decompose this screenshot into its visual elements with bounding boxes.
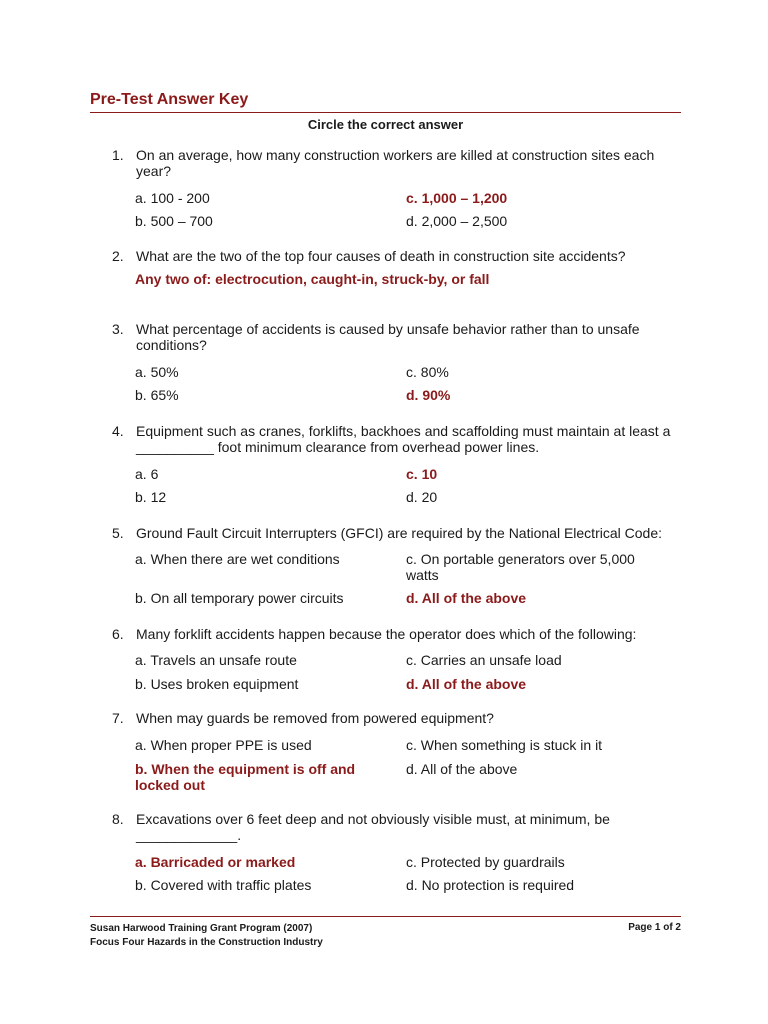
title-divider bbox=[90, 112, 681, 113]
q1-option-d: d. 2,000 – 2,500 bbox=[406, 213, 508, 229]
question-text: What are the two of the top four causes of death in construction site accidents? bbox=[136, 248, 626, 264]
footer-program: Susan Harwood Training Grant Program (2007) bbox=[90, 923, 313, 934]
q8-option-d: d. No protection is required bbox=[406, 877, 575, 893]
question-text: When may guards be removed from powered equipment? bbox=[136, 710, 494, 726]
question-number: 3. bbox=[112, 321, 124, 337]
question-number: 2. bbox=[112, 248, 124, 264]
question-2 bbox=[112, 248, 682, 264]
question-text: Equipment such as cranes, forklifts, backhoes and scaffolding must maintain at least a __________ foot minimum clearance from overhead power lines. bbox=[136, 423, 671, 455]
q3-option-c: c. 80% bbox=[406, 364, 449, 380]
question-7 bbox=[112, 710, 682, 726]
page-title: Pre-Test Answer Key bbox=[90, 91, 249, 108]
question-3 bbox=[112, 321, 682, 353]
q6-option-b: b. Uses broken equipment bbox=[135, 676, 299, 692]
question-number: 5. bbox=[112, 525, 124, 541]
question-8 bbox=[112, 811, 682, 843]
question-text: What percentage of accidents is caused by unsafe behavior rather than to unsafe conditions? bbox=[136, 321, 640, 353]
q4-option-a: a. 6 bbox=[135, 466, 159, 482]
q7-option-a: a. When proper PPE is used bbox=[135, 737, 312, 753]
q6-option-d: d. All of the above bbox=[406, 676, 527, 692]
footer-course: Focus Four Hazards in the Construction Industry bbox=[90, 937, 323, 948]
q3-option-b: b. 65% bbox=[135, 387, 179, 403]
question-text: Excavations over 6 feet deep and not obviously visible must, at minimum, be _____________. bbox=[136, 811, 610, 843]
q1-option-b: b. 500 – 700 bbox=[135, 213, 213, 229]
question-text: Ground Fault Circuit Interrupters (GFCI) are required by the National Electrical Code: bbox=[136, 525, 662, 541]
q5-option-b: b. On all temporary power circuits bbox=[135, 590, 344, 606]
q4-option-c: c. 10 bbox=[406, 466, 438, 482]
question-number: 8. bbox=[112, 811, 124, 827]
q5-option-d: d. All of the above bbox=[406, 590, 527, 606]
q6-option-a: a. Travels an unsafe route bbox=[135, 652, 297, 668]
q5-option-a: a. When there are wet conditions bbox=[135, 551, 340, 567]
question-6 bbox=[112, 626, 682, 642]
q7-option-c: c. When something is stuck in it bbox=[406, 737, 603, 753]
question-number: 4. bbox=[112, 423, 124, 439]
q8-option-a: a. Barricaded or marked bbox=[135, 854, 296, 870]
question-number: 7. bbox=[112, 710, 124, 726]
question-4 bbox=[112, 423, 682, 455]
q2-answer: Any two of: electrocution, caught-in, struck-by, or fall bbox=[135, 271, 490, 287]
question-1 bbox=[112, 147, 682, 179]
question-number: 6. bbox=[112, 626, 124, 642]
q4-option-d: d. 20 bbox=[406, 489, 438, 505]
q6-option-c: c. Carries an unsafe load bbox=[406, 652, 562, 668]
question-5 bbox=[112, 525, 682, 541]
q7-option-d: d. All of the above bbox=[406, 761, 518, 777]
q5-option-c: c. On portable generators over 5,000 watts bbox=[406, 551, 635, 583]
q7-option-b: b. When the equipment is off and locked out bbox=[135, 761, 356, 793]
q1-option-a: a. 100 - 200 bbox=[135, 190, 210, 206]
footer-divider bbox=[90, 916, 681, 917]
question-number: 1. bbox=[112, 147, 124, 163]
question-text: On an average, how many construction workers are killed at construction sites each year? bbox=[136, 147, 655, 179]
instructions-subtitle: Circle the correct answer bbox=[307, 117, 464, 132]
question-text: Many forklift accidents happen because the operator does which of the following: bbox=[136, 626, 637, 642]
q8-option-c: c. Protected by guardrails bbox=[406, 854, 565, 870]
q3-option-a: a. 50% bbox=[135, 364, 179, 380]
page-number: Page 1 of 2 bbox=[628, 922, 681, 933]
q3-option-d: d. 90% bbox=[406, 387, 451, 403]
q8-option-b: b. Covered with traffic plates bbox=[135, 877, 312, 893]
q1-option-c: c. 1,000 – 1,200 bbox=[406, 190, 508, 206]
footer-credits bbox=[90, 922, 323, 950]
q4-option-b: b. 12 bbox=[135, 489, 167, 505]
